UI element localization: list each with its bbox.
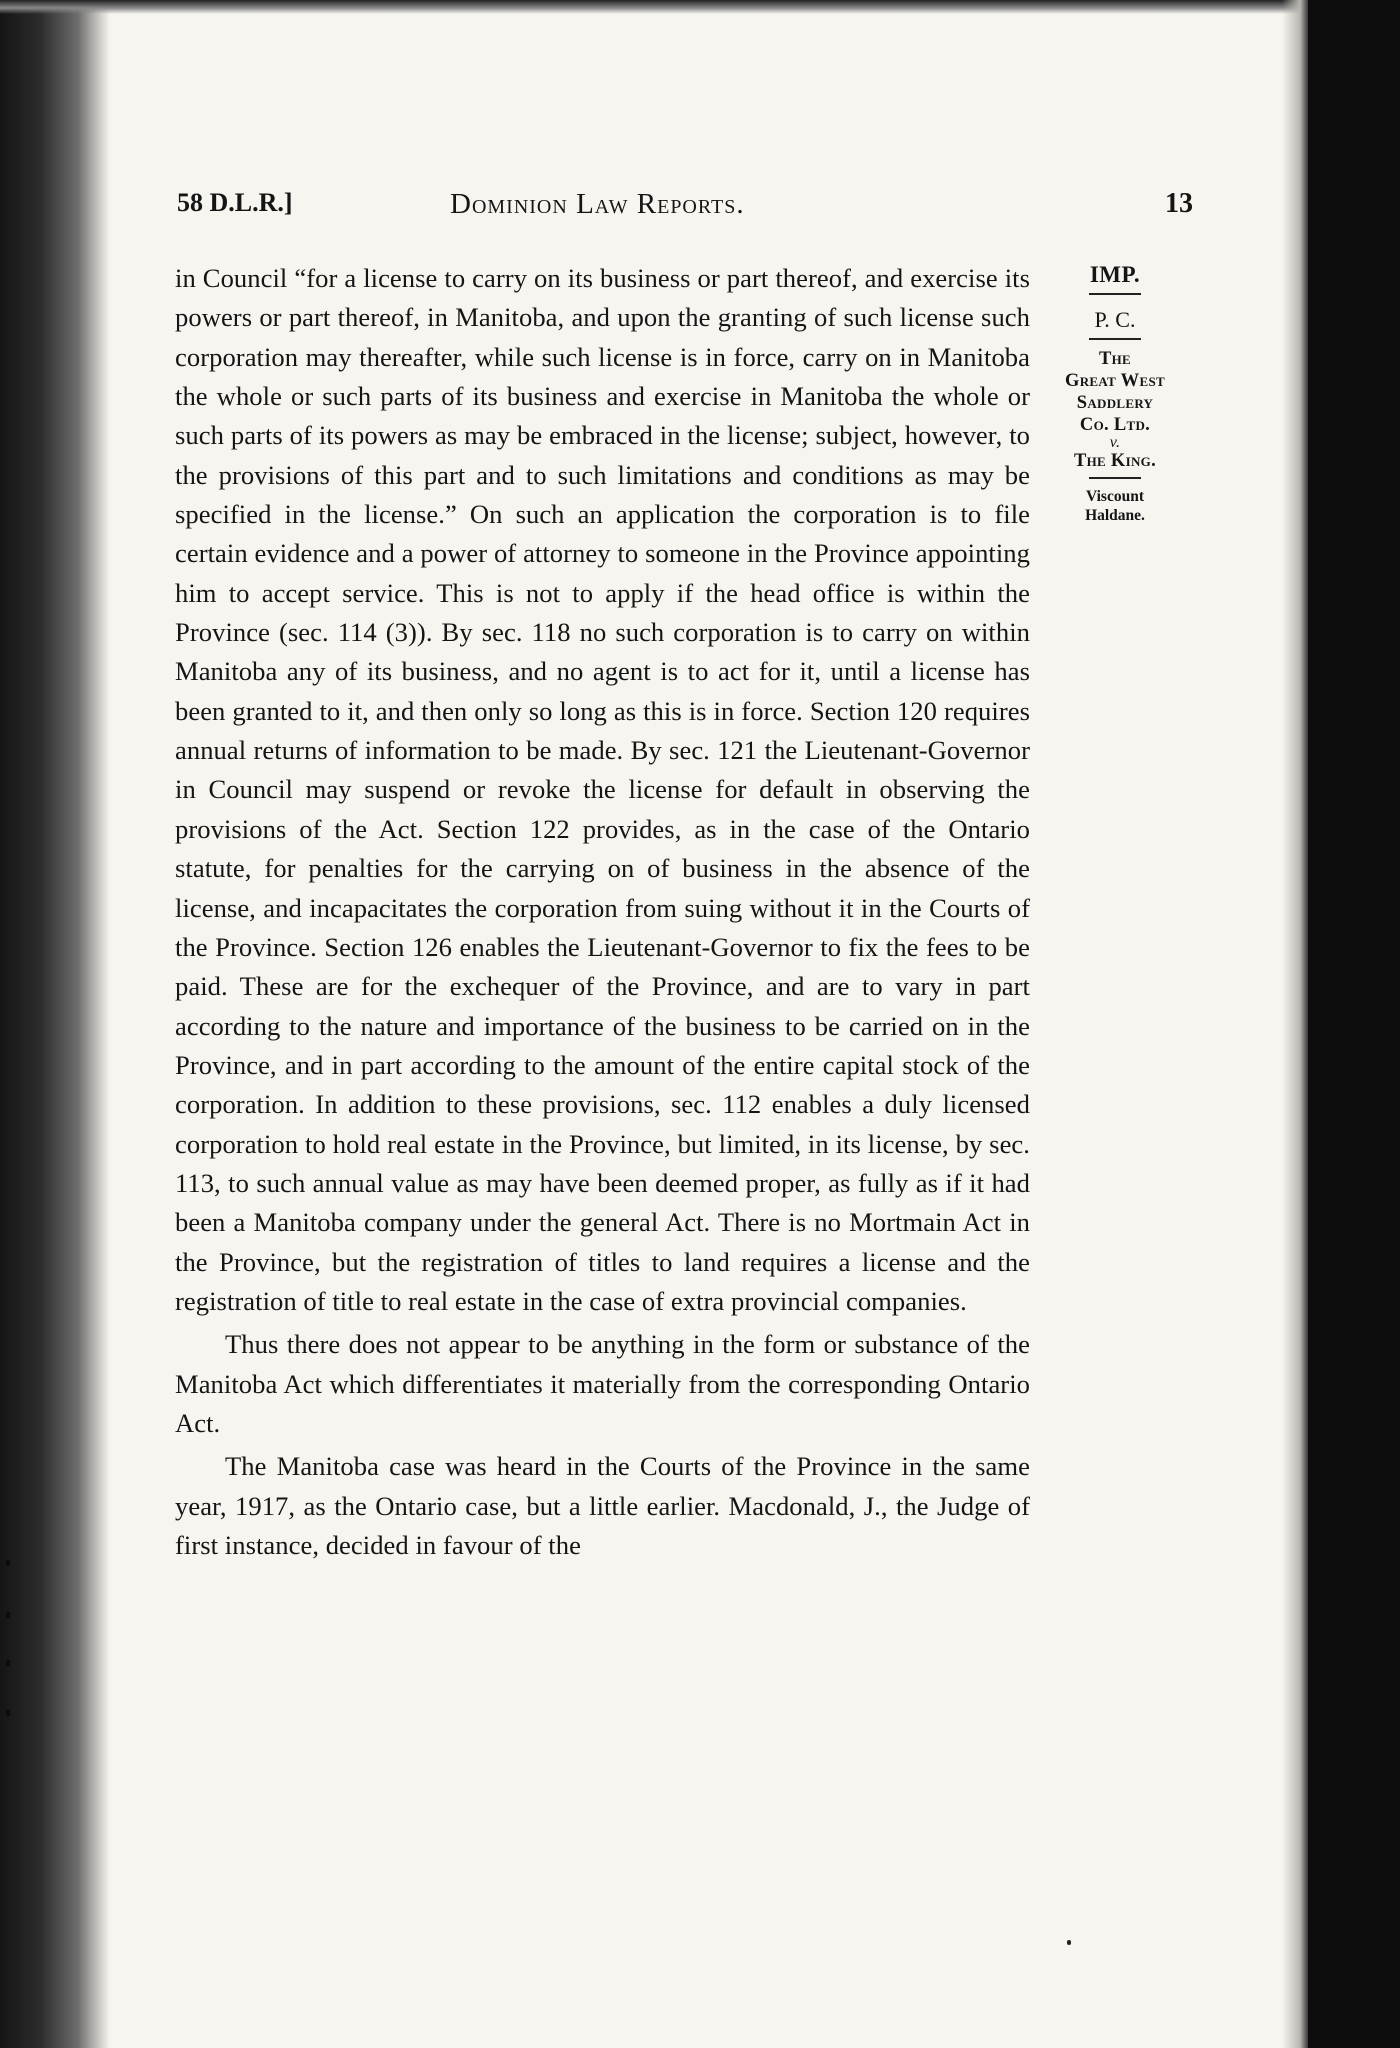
case-line: Saddlery <box>1076 393 1154 413</box>
case-title <box>1040 348 1190 472</box>
divider <box>1089 338 1141 340</box>
body-text <box>175 259 1030 1565</box>
board-label: P. C. <box>1094 307 1136 332</box>
case-line: Co. Ltd. <box>1079 415 1151 435</box>
court-label: IMP. <box>1089 262 1141 287</box>
journal-title: Dominion Law Reports. <box>450 188 745 220</box>
running-head <box>175 188 1193 228</box>
respondent: The King. <box>1073 451 1157 471</box>
page-number: 13 <box>1165 188 1193 219</box>
case-line: Great West <box>1065 371 1165 391</box>
paragraph: The Manitoba case was heard in the Courts of the Province in the same year, 1917, as the Ontario case, but a little earlier. Macdonald, J., the Judge of first instance, decided in favour of the <box>175 1451 1030 1560</box>
divider <box>1089 477 1141 479</box>
margin-notes <box>1040 262 1190 525</box>
case-line: The <box>1098 349 1132 369</box>
paragraph: in Council “for a license to carry on its business or part thereof, and exercise its powers or part thereof, in Manitoba, and upon the granting of such license such corporation may thereafter, while such license is in force, carry on in Manitoba the whole or such parts of its business and exercise in Manitoba the whole or such parts of its powers as may be embraced in the license; subject, however, to the provisions of this part and to such limitations and conditions as may be specified in the license.” On such an application the corporation is to file certain evidence and a power of attorney to someone in the Province appointing him to accept service. This is not to apply if the head office is within the Province (sec. 114 (3)). By sec. 118 no such corporation is to carry on within Manitoba any of its business, and no agent is to act for it, until a license has been granted to it, and then only so long as this is in force. Section 120 requires annual returns of information to be made. By sec. 121 the Lieutenant-Governor in Council may suspend or revoke the license for default in observing the provisions of the Act. Section 122 provides, as in the case of the Ontario statute, for penalties for the carrying on of business in the absence of the license, and incapacitates the corporation from suing without it in the Courts of the Province. Section 126 enables the Lieutenant-Governor to fix the fees to be paid. These are for the exchequer of the Province, and are to vary in part according to the nature and importance of the business to be carried on in the Province, and in part according to the amount of the entire capital stock of the corporation. In addition to these provisions, sec. 112 enables a duly licensed corporation to hold real estate in the Province, but limited, in its license, by sec. 113, to such annual value as may have been deemed proper, as fully as if it had been a Manitoba company under the general Act. There is no Mortmain Act in the Province, but the registration of titles to land requires a license and the registration of title to real estate in the case of extra provincial companies. <box>175 263 1030 1316</box>
paragraph: Thus there does not appear to be anything in the form or substance of the Manitoba Act which differentiates it materially from the corresponding Ontario Act. <box>175 1329 1030 1438</box>
judge-line: Haldane. <box>1085 507 1145 524</box>
volume-reference: 58 D.L.R.] <box>177 188 293 217</box>
judge-name <box>1040 487 1190 525</box>
versus: v. <box>1109 434 1121 451</box>
judge-line: Viscount <box>1086 488 1144 505</box>
ink-speck <box>1067 1940 1071 1945</box>
divider <box>1089 293 1141 295</box>
